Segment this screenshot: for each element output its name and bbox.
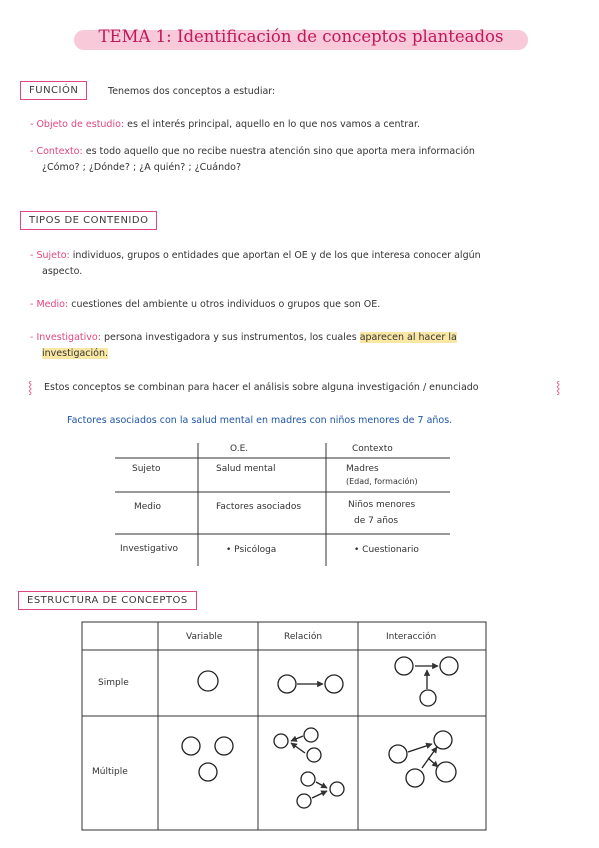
node-circle [434,731,452,749]
node-circle [301,772,315,786]
example-row-label: Medio [134,502,162,512]
funcion-intro: Tenemos dos conceptos a estudiar: [108,86,276,97]
example-header-oe: O.E. [230,444,249,454]
example-header-contexto: Contexto [352,444,393,454]
node-circle [389,745,407,763]
wavy-mark-left: ⸾ [28,380,33,394]
structure-row-simple: Simple [98,678,129,688]
node-circle [182,737,200,755]
example-cell-oe: Salud mental [216,464,276,474]
structure-header-relacion: Relación [284,632,323,642]
highlight-investigativo: aparecen al hacer la [359,332,457,343]
structure-header-variable: Variable [186,632,223,642]
highlight-investigativo-2: investigación. [42,348,109,359]
node-circle [330,782,344,796]
desc-investigativo: persona investigadora y sus instrumentos, los cuales [103,332,357,343]
desc-contexto-questions: ¿Cómo? ; ¿Dónde? ; ¿A quién? ; ¿Cuándo? [42,162,242,173]
node-circle [325,675,343,693]
node-circle [420,690,436,706]
term-medio: Medio: [36,299,69,310]
node-circle [215,737,233,755]
funcion-item-objeto: - Objeto de estudio: es el interés principal, aquello en lo que nos vamos a centrar. [30,119,421,130]
desc-objeto: es el interés principal, aquello en lo que nos vamos a centrar. [127,119,421,130]
node-circle [199,763,217,781]
example-cell-ctx: Madres [346,464,379,474]
node-circle [307,748,321,762]
term-contexto: Contexto: [36,146,83,157]
example-cell-oe: • Psicóloga [226,545,277,555]
node-circle [304,728,318,742]
tipos-item-sujeto: - Sujeto: individuos, grupos o entidades que aportan el OE y de los que interesa conocer algún [30,250,481,261]
desc-contexto: es todo aquello que no recibe nuestra atención sino que aporta mera información [85,146,475,157]
example-cell-ctx-2: de 7 años [354,516,399,526]
structure-header-interaccion: Interacción [386,632,437,642]
section-label-estructura: ESTRUCTURA DE CONCEPTOS [18,591,197,610]
desc-medio: cuestiones del ambiente u otros individuos o grupos que son OE. [71,299,381,310]
node-circle [436,762,456,782]
example-title: Factores asociados con la salud mental en madres con niños menores de 7 años. [67,415,453,426]
term-sujeto: Sujeto: [36,250,70,261]
example-cell-oe: Factores asociados [216,502,302,512]
arrow [291,743,305,753]
node-circle [440,657,458,675]
example-row-label: Investigativo [120,544,179,554]
desc-sujeto: individuos, grupos o entidades que aportan el OE y de los que interesa conocer algún [72,250,481,261]
wavy-mark-right: ⸾ [556,380,561,394]
node-circle [198,671,218,691]
example-cell-ctx: Niños menores [348,500,416,510]
tipos-item-medio: - Medio: cuestiones del ambiente u otros individuos o grupos que son OE. [30,299,381,310]
section-label-funcion: FUNCIÓN [20,81,87,100]
term-objeto: Objeto de estudio: [36,119,125,130]
example-row-label: Sujeto [132,464,161,474]
structure-row-multiple: Múltiple [92,767,128,777]
node-circle [274,734,288,748]
arrow [428,758,438,767]
arrow [316,782,327,788]
arrow [291,736,303,741]
node-circle [297,794,311,808]
arrow [408,744,432,752]
tipos-item-investigativo: - Investigativo: persona investigadora y sus instrumentos, los cuales aparecen al hacer la [30,332,457,343]
page-title: TEMA 1: Identificación de conceptos planteados [98,27,504,46]
funcion-item-contexto: - Contexto: es todo aquello que no recibe nuestra atención sino que aporta mera información [30,146,475,157]
section-label-tipos: TIPOS DE CONTENIDO [20,211,157,230]
term-investigativo: Investigativo: [36,332,101,343]
example-cell-ctx: • Cuestionario [354,545,419,555]
node-circle [406,769,424,787]
desc-sujeto-2: aspecto. [42,266,83,277]
node-circle [278,675,296,693]
node-circle [395,657,413,675]
example-cell-ctx-2: (Edad, formación) [346,477,418,486]
arrow [312,791,327,798]
tipos-note: Estos conceptos se combinan para hacer el análisis sobre alguna investigación / enunciado [44,382,479,393]
